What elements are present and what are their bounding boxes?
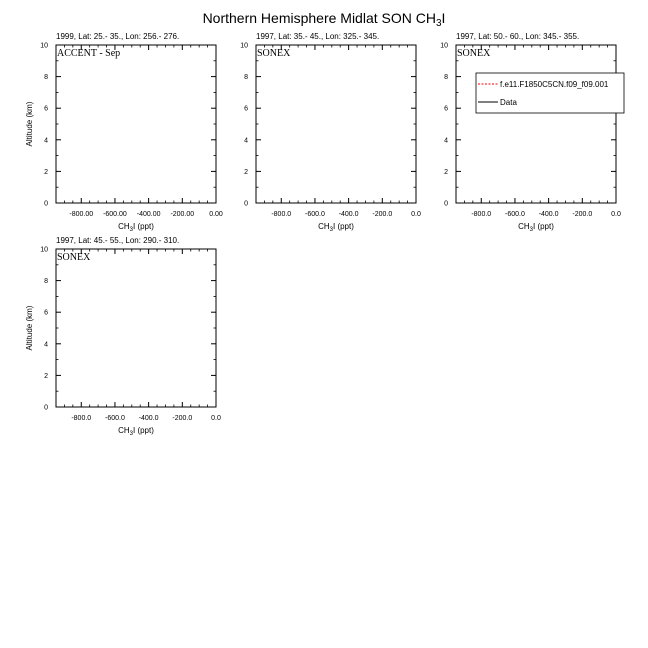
x-axis-label: $CH_3I$ (ppt) [118, 426, 154, 437]
y-tick-label: 2 [244, 168, 248, 176]
y-tick-label: 0 [44, 200, 48, 208]
y-tick-label: 8 [44, 278, 48, 286]
plot-frame [56, 45, 216, 203]
x-tick-label: -600.00 [103, 211, 127, 218]
y-tick-label: 0 [44, 404, 48, 412]
y-tick-label: 6 [244, 105, 248, 113]
panel-header: 1997, Lat: 45.- 55., Lon: 290.- 310. [56, 236, 180, 245]
x-tick-label: 0.0 [411, 211, 421, 218]
x-tick-label: -200.00 [170, 211, 195, 218]
y-tick-label: 2 [44, 372, 48, 380]
plot-frame [256, 45, 416, 203]
x-axis-label: $CH_3I$ (ppt) [518, 222, 554, 233]
y-tick-label: 2 [444, 168, 448, 176]
x-tick-label: -400.00 [136, 211, 161, 218]
x-tick-label: -800.00 [69, 211, 94, 218]
x-axis-label: $CH_3I$ (ppt) [318, 222, 354, 233]
y-tick-label: 6 [44, 309, 48, 317]
x-tick-label: -600.0 [505, 211, 525, 218]
legend-box [476, 73, 624, 113]
panel-header: 1999, Lat: 25.- 35., Lon: 256.- 276. [56, 32, 180, 41]
panel-header: 1997, Lat: 35.- 45., Lon: 325.- 345. [256, 32, 380, 41]
y-tick-label: 6 [44, 105, 48, 113]
campaign-label: ACCENT - Sep [57, 48, 121, 59]
legend-label: f.e11.F1850C5CN.f09_f09.001 [500, 80, 609, 89]
y-tick-label: 10 [440, 42, 448, 50]
x-tick-label: -800.0 [471, 211, 492, 218]
x-tick-label: -600.0 [305, 211, 325, 218]
figure-title: Northern Hemisphere Midlat SON $CH_3I$ [202, 10, 446, 29]
y-tick-label: 8 [244, 74, 248, 82]
x-tick-label: -400.0 [138, 415, 159, 422]
legend [476, 73, 624, 113]
chart-panel-2 [240, 32, 421, 233]
y-tick-label: 10 [40, 42, 48, 50]
y-tick-label: 4 [444, 137, 448, 145]
y-tick-label: 10 [40, 246, 48, 254]
y-tick-label: 4 [44, 341, 48, 349]
x-tick-label: -200.0 [172, 415, 193, 422]
campaign-label: SONEX [457, 48, 491, 59]
x-tick-label: 0.0 [211, 415, 221, 422]
y-tick-label: 2 [44, 168, 48, 176]
x-tick-label: -200.0 [572, 211, 593, 218]
plot-frame [56, 249, 216, 407]
y-tick-label: 4 [44, 137, 48, 145]
y-tick-label: 8 [444, 74, 448, 82]
y-axis-label: Altitude (km) [25, 101, 34, 147]
y-tick-label: 4 [244, 137, 248, 145]
x-tick-label: -400.0 [538, 211, 559, 218]
y-tick-label: 6 [444, 105, 448, 113]
x-tick-label: 0.0 [611, 211, 621, 218]
x-tick-label: -400.0 [338, 211, 359, 218]
y-tick-label: 0 [444, 200, 448, 208]
y-tick-label: 0 [244, 200, 248, 208]
campaign-label: SONEX [57, 252, 91, 263]
panel-header: 1997, Lat: 50.- 60., Lon: 345.- 355. [456, 32, 580, 41]
legend-label: Data [500, 98, 517, 107]
chart-panel-3 [440, 32, 621, 233]
y-axis-label: Altitude (km) [25, 305, 34, 351]
x-tick-label: -200.0 [372, 211, 393, 218]
x-tick-label: 0.00 [209, 211, 223, 218]
y-tick-label: 10 [240, 42, 248, 50]
panels [25, 32, 624, 437]
chart-panel-1 [25, 32, 223, 233]
y-tick-label: 8 [44, 74, 48, 82]
x-tick-label: -800.0 [71, 415, 92, 422]
x-tick-label: -600.0 [105, 415, 125, 422]
campaign-label: SONEX [257, 48, 291, 59]
plot-frame [456, 45, 616, 203]
x-tick-label: -800.0 [271, 211, 292, 218]
x-axis-label: $CH_3I$ (ppt) [118, 222, 154, 233]
chart-panel-4 [25, 236, 221, 437]
